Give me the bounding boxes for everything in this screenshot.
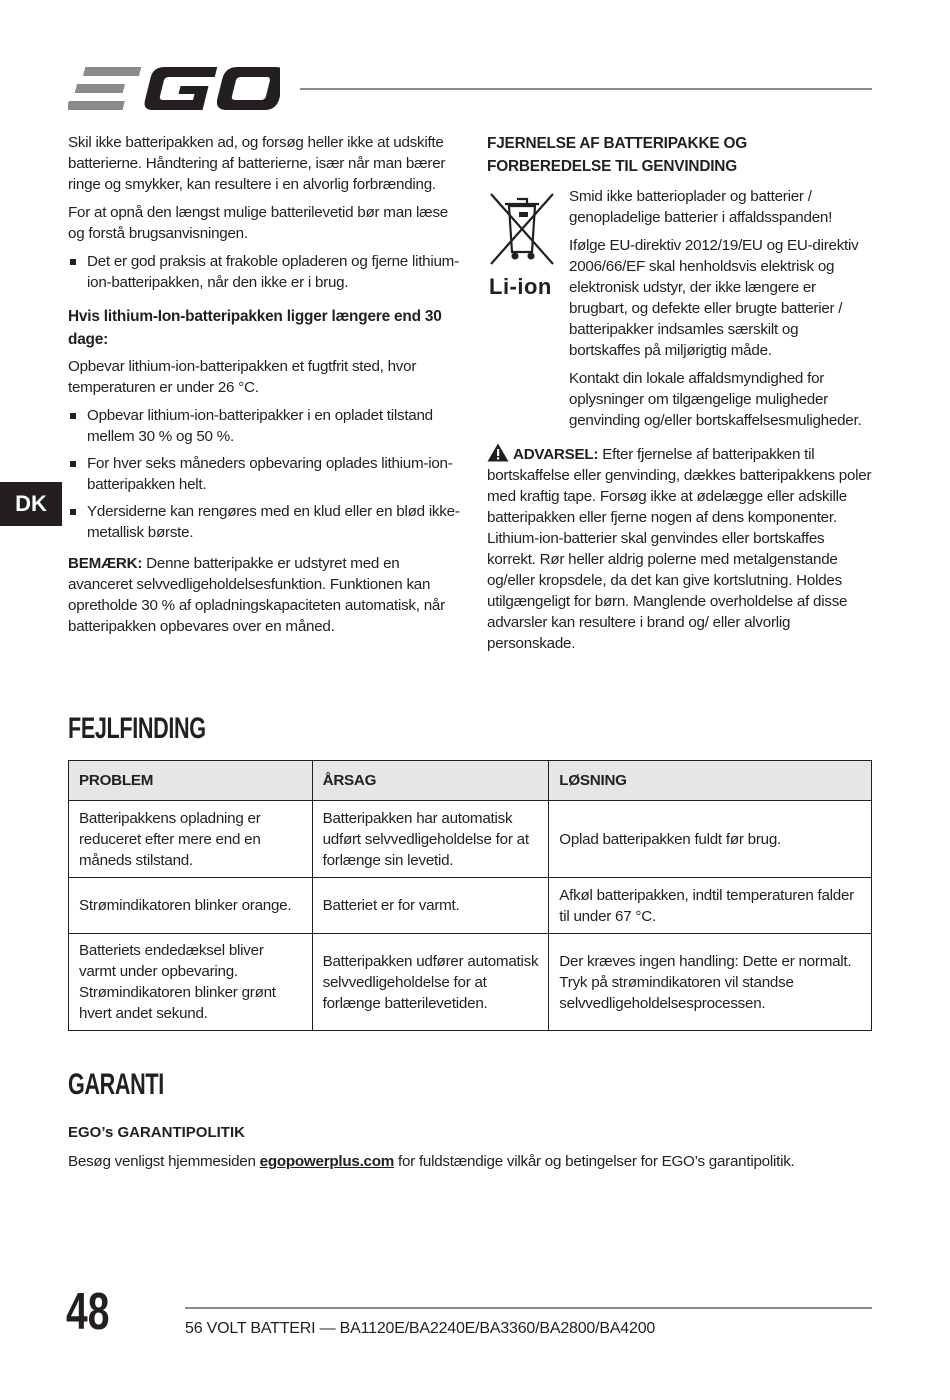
table-cell: Oplad batteripakken fuldt før brug. bbox=[549, 801, 872, 878]
paragraph: Ifølge EU-direktiv 2012/19/EU og EU-direktiv 2006/66/EF skal henholdsvis elektrisk og elektronisk udstyr, der ikke længere er brugbart, og defekte eller brugte batterier / batteripakker indsamles særskilt og bortskaffes på miljørigtig måde. bbox=[569, 237, 859, 359]
table-header-row bbox=[69, 761, 872, 801]
table-cell: Batteripakken har automatisk udført selvvedligeholdelse for at forlænge sin levetid. bbox=[312, 801, 549, 878]
warning-text: Efter fjernelse af batteripakken til bortskaffelse eller genvinding, dækkes batteripakkens poler med kraftig tape. Forsøg ikke at ødelægge eller adskille batteripakken eller fjerne nogen af dens komponenter. Lithium-ion-batterier skal genvindes eller bortskaffes korrekt. Rør heller aldrig polerne med metalgenstande og/eller kropsdele, da det kan give kortslutning. Holdes utilgængeligt for børn. Manglende overholdelse af disse advarsler kan resultere i brand og/ eller alvorlig personskade. bbox=[487, 446, 872, 652]
warranty-title: GARANTI bbox=[68, 1068, 164, 1101]
warranty-link[interactable]: egopowerplus.com bbox=[259, 1153, 395, 1170]
note-text: Denne batteripakke er udstyret med en avanceret selvvedligeholdelsesfunktion. Funktionen kan opretholde 30 % af opladningskapaciteten automatisk, når batteripakken opbevares over en måned. bbox=[68, 555, 445, 635]
paragraph: Opbevar lithium-ion-batteripakken et fugtfrit sted, hvor temperaturen er under 26 °C. bbox=[68, 358, 417, 396]
left-column bbox=[68, 132, 460, 644]
paragraph: Kontakt din lokale affaldsmyndighed for oplysninger om tilgængelige muligheder genvinding og/eller bortskaffelsesmuligheder. bbox=[569, 370, 862, 429]
list-item: Opbevar lithium-ion-batteripakker i en opladet tilstand mellem 30 % og 50 %. bbox=[68, 405, 460, 447]
table-row bbox=[69, 878, 872, 934]
paragraph: Skil ikke batteripakken ad, og forsøg heller ikke at udskifte batterierne. Håndtering af batterierne, især når man bærer ringe og smykker, kan resultere i en alvorlig forbrænding. bbox=[68, 134, 446, 193]
column-header: LØSNING bbox=[549, 761, 872, 801]
table-row bbox=[69, 934, 872, 1031]
warning-label: ADVARSEL: bbox=[513, 446, 599, 463]
list-item: For hver seks måneders opbevaring oplades lithium-ion-batteripakken helt. bbox=[68, 453, 460, 495]
storage-heading: Hvis lithium-Ion-batteripakken ligger længere end 30 dage: bbox=[68, 308, 442, 348]
bullet-list bbox=[68, 251, 460, 293]
table-cell: Batteripakken udfører automatisk selvvedligeholdelse for at forlænge batterilevetiden. bbox=[312, 934, 549, 1031]
warning-paragraph bbox=[487, 443, 872, 654]
table-row bbox=[69, 801, 872, 878]
table-cell: Batteriet er for varmt. bbox=[312, 878, 549, 934]
troubleshooting-title: FEJLFINDING bbox=[68, 712, 206, 745]
list-item: Ydersiderne kan rengøres med en klud eller en blød ikke-metallisk børste. bbox=[68, 501, 460, 543]
right-column bbox=[487, 132, 872, 661]
note-label: BEMÆRK: bbox=[68, 555, 143, 572]
crossed-bin-icon bbox=[487, 190, 557, 272]
table-cell: Batteripakkens opladning er reduceret efter mere end en måneds stilstand. bbox=[69, 801, 313, 878]
footer-rule bbox=[185, 1307, 872, 1309]
table-cell: Strømindikatoren blinker orange. bbox=[69, 878, 313, 934]
bullet-list bbox=[68, 405, 460, 543]
table-cell: Afkøl batteripakken, indtil temperaturen falder til under 67 °C. bbox=[549, 878, 872, 934]
warranty-text: Besøg venligst hjemmesiden egopowerplus.com for fuldstændige vilkår og betingelser for EGO’s garantipolitik. bbox=[68, 1153, 795, 1170]
table-cell: Batteriets endedæksel bliver varmt under opbevaring. Strømindikatoren blinker grønt hvert andet sekund. bbox=[69, 934, 313, 1031]
warning-icon bbox=[487, 443, 509, 462]
column-header: ÅRSAG bbox=[312, 761, 549, 801]
ego-logo bbox=[68, 64, 280, 114]
recycle-block bbox=[487, 186, 872, 431]
table-cell: Der kræves ingen handling: Dette er normalt. Tryk på strømindikatoren vil standse selvvedligeholdelsesprocessen. bbox=[549, 934, 872, 1031]
list-item: Det er god praksis at frakoble opladeren og fjerne lithium-ion-batteripakken, når den ikke er i brug. bbox=[68, 251, 460, 293]
troubleshooting-table bbox=[68, 760, 872, 1031]
warranty-subtitle: EGO’s GARANTIPOLITIK bbox=[68, 1124, 245, 1141]
note-paragraph bbox=[68, 553, 460, 637]
page-number: 48 bbox=[66, 1283, 110, 1341]
paragraph: For at opnå den længst mulige batterilevetid bør man læse og forstå brugsanvisningen. bbox=[68, 204, 448, 242]
disposal-heading: FJERNELSE AF BATTERIPAKKE OG FORBEREDELSE TIL GENVINDING bbox=[487, 135, 748, 175]
header-rule bbox=[300, 88, 872, 90]
footer-text: 56 VOLT BATTERI — BA1120E/BA2240E/BA3360/BA2800/BA4200 bbox=[185, 1320, 656, 1337]
paragraph: Smid ikke batterioplader og batterier / genopladelige batterier i affaldsspanden! bbox=[569, 188, 833, 226]
li-ion-label: Li-ion bbox=[489, 274, 552, 299]
language-tab: DK bbox=[0, 482, 62, 526]
column-header: PROBLEM bbox=[69, 761, 313, 801]
